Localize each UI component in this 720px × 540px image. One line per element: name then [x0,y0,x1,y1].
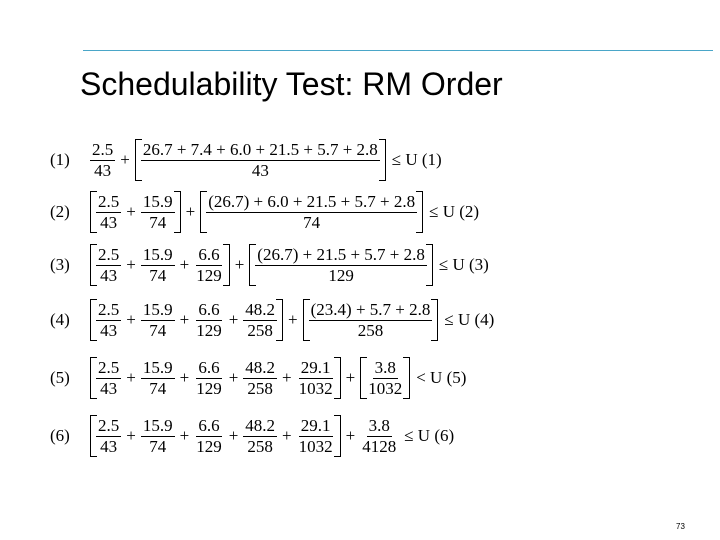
plus-sign: + [126,255,136,274]
fraction [194,417,224,456]
fraction [141,246,175,285]
fraction-denominator: 258 [247,378,273,398]
fraction-denominator: 43 [94,160,112,180]
slide-title: Schedulability Test: RM Order [80,66,503,102]
plus-sign: + [282,426,292,445]
fraction [96,246,121,285]
ceiling-fraction-numerator: (26.7) + 21.5 + 5.7 + 2.8 [257,244,425,264]
square-bracket [90,415,341,457]
fraction-numerator: 15.9 [142,415,173,435]
fraction-numerator: 48.2 [245,299,276,319]
fraction-numerator: 15.9 [142,299,173,319]
fraction-numerator: 2.5 [92,139,114,159]
equation-body [88,415,454,457]
fraction [243,417,277,456]
plus-sign: + [126,202,136,221]
fraction-numerator: 2.5 [98,244,120,264]
fraction-numerator: 6.6 [198,299,220,319]
relation: ≤ U (6) [404,426,455,445]
fraction [141,193,175,232]
relation: ≤ U (4) [444,310,495,329]
square-bracket [90,357,341,399]
fraction [194,246,224,285]
equation-row [50,136,610,184]
ceiling-fraction-denominator: 258 [357,320,384,340]
fraction [96,193,121,232]
fraction [243,301,277,340]
plus-sign: + [345,368,356,387]
fraction-numerator: 2.5 [98,191,120,211]
fraction [141,301,175,340]
ceiling-fraction-denominator: 1032 [368,378,403,398]
fraction-numerator: 29.1 [300,357,331,377]
equation-row [50,354,610,402]
fraction-denominator: 129 [196,320,222,340]
ceiling-fraction [255,246,427,285]
equation-body [88,357,466,399]
fraction [360,417,398,456]
equation-body [88,299,494,341]
fraction-numerator: 6.6 [198,415,220,435]
ceiling-fraction [141,141,380,180]
fraction [141,359,175,398]
equation-number: (3) [50,255,70,274]
plus-sign: + [126,426,136,445]
plus-sign: + [282,368,292,387]
fraction [96,417,121,456]
equation-body [88,244,489,286]
top-rule [83,50,713,51]
fraction [243,359,277,398]
fraction [90,141,115,180]
equation-number: (6) [50,426,70,445]
square-bracket [200,191,423,233]
fraction-denominator: 129 [196,436,222,456]
ceiling-fraction-numerator: (26.7) + 6.0 + 21.5 + 5.7 + 2.8 [208,191,416,211]
fraction [297,359,335,398]
ceiling-fraction-denominator: 43 [251,160,269,180]
ceiling-fraction-numerator: (23.4) + 5.7 + 2.8 [310,299,431,319]
plus-sign: + [126,310,136,329]
equation-row [50,412,610,460]
square-bracket [90,244,230,286]
fraction-numerator: 15.9 [142,191,173,211]
fraction-numerator: 3.8 [368,415,390,435]
fraction-denominator: 258 [247,320,273,340]
ceiling-fraction [309,301,433,340]
fraction-denominator: 74 [149,320,167,340]
plus-sign: + [228,310,239,329]
fraction [141,417,175,456]
fraction [96,301,121,340]
fraction-denominator: 1032 [298,378,333,398]
fraction-denominator: 74 [149,212,167,232]
fraction-denominator: 74 [149,436,167,456]
plus-sign: + [234,255,245,274]
ceiling-fraction-numerator: 26.7 + 7.4 + 6.0 + 21.5 + 5.7 + 2.8 [142,139,378,159]
fraction-numerator: 15.9 [142,244,173,264]
plus-sign: + [345,426,356,445]
relation: ≤ U (1) [391,150,442,169]
page-number: 73 [676,522,685,531]
fraction-numerator: 29.1 [300,415,331,435]
plus-sign: + [126,368,136,387]
fraction-denominator: 43 [100,320,118,340]
fraction-denominator: 43 [100,436,118,456]
equation-body [88,139,442,181]
fraction-numerator: 2.5 [98,299,120,319]
relation: ≤ U (2) [429,202,480,221]
square-bracket [90,299,283,341]
fraction [96,359,121,398]
square-bracket [90,191,181,233]
ceiling-fraction-numerator: 3.8 [374,357,396,377]
fraction-numerator: 15.9 [142,357,173,377]
fraction-denominator: 129 [196,265,222,285]
ceiling-fraction [206,193,417,232]
fraction-denominator: 43 [100,212,118,232]
equation-row [50,241,610,289]
square-bracket [360,357,410,399]
plus-sign: + [228,426,239,445]
fraction-numerator: 48.2 [245,415,276,435]
fraction-numerator: 48.2 [245,357,276,377]
fraction-denominator: 74 [149,265,167,285]
plus-sign: + [179,368,190,387]
fraction [297,417,335,456]
plus-sign: + [288,310,298,329]
plus-sign: + [185,202,196,221]
relation: < U (5) [416,368,467,387]
equation-number: (5) [50,368,70,387]
fraction [194,301,224,340]
square-bracket [303,299,439,341]
fraction-denominator: 4128 [362,436,397,456]
ceiling-fraction-denominator: 74 [303,212,321,232]
fraction-numerator: 6.6 [198,357,220,377]
plus-sign: + [179,310,190,329]
square-bracket [249,244,433,286]
fraction-denominator: 43 [100,378,118,398]
square-bracket [135,139,386,181]
equation-row [50,296,610,344]
plus-sign: + [120,150,130,169]
equation-number: (1) [50,150,70,169]
fraction-denominator: 1032 [298,436,333,456]
ceiling-fraction-denominator: 129 [328,265,354,285]
fraction-numerator: 2.5 [98,415,120,435]
fraction-denominator: 74 [149,378,167,398]
fraction-numerator: 2.5 [98,357,120,377]
fraction-denominator: 43 [100,265,118,285]
fraction-numerator: 6.6 [198,244,220,264]
relation: ≤ U (3) [438,255,489,274]
fraction-denominator: 258 [247,436,273,456]
equation-number: (2) [50,202,70,221]
equation-number: (4) [50,310,70,329]
plus-sign: + [179,255,190,274]
equation-body [88,191,479,233]
equation-row [50,188,610,236]
plus-sign: + [228,368,239,387]
fraction [194,359,224,398]
ceiling-fraction [366,359,404,398]
fraction-denominator: 129 [196,378,222,398]
plus-sign: + [179,426,190,445]
